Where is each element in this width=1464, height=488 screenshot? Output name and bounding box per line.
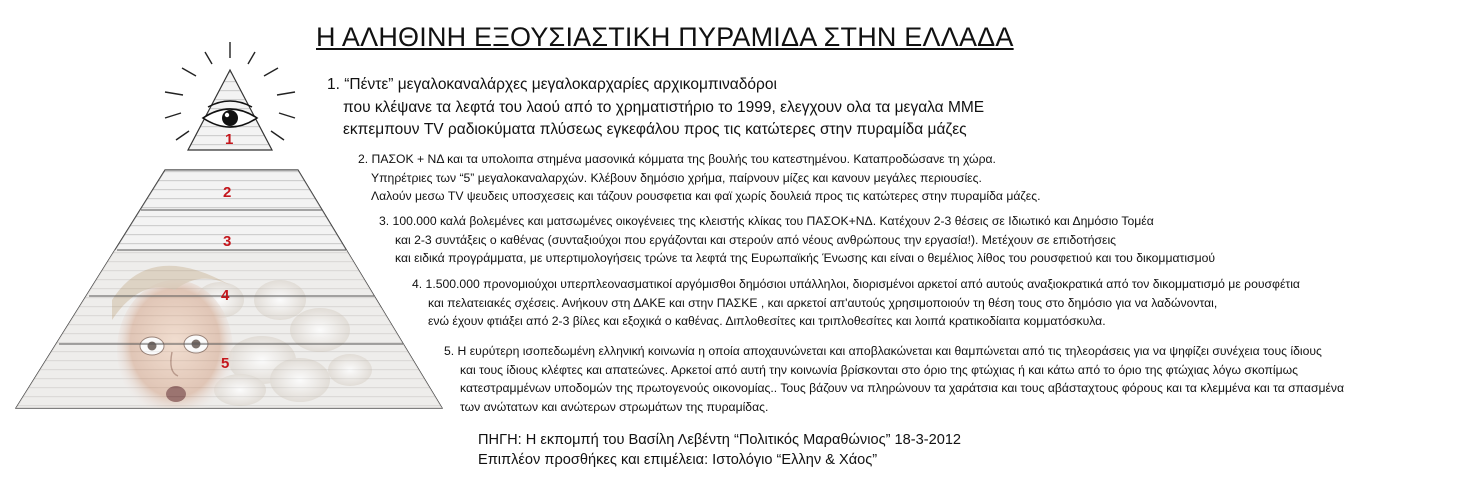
item-2 bbox=[358, 150, 1040, 206]
item-line: 3. 100.000 καλά βολεμένες και ματσωμένες οικογένειες της κλειστής κλίκας του ΠΑΣΟΚ+ΝΔ. Κατέχουν 2-3 θέσεις σε Ιδιωτικό και Δημόσιο Τομέα bbox=[379, 214, 1154, 228]
item-line: 2. ΠΑΣΟΚ + ΝΔ και τα υπολοιπα στημένα μασονικά κόμματα της βουλής του κατεστημένου. Καταπροδώσανε τη χώρα. bbox=[358, 152, 996, 166]
item-line: και πελατειακές σχέσεις. Ανήκουν στη ΔΑΚΕ και στην ΠΑΣΚΕ , και αρκετοί απ'αυτούς χρησιμοποιούν τη θέση τους στο δημόσιο για να λαδώνονται, bbox=[428, 295, 1218, 310]
item-4 bbox=[412, 275, 1300, 331]
level-number: 2 bbox=[223, 184, 232, 201]
page-title: Η ΑΛΗΘΙΝΗ ΕΞΟΥΣΙΑΣΤΙΚΗ ΠΥΡΑΜΙΔΑ ΣΤΗΝ ΕΛΛΑΔΑ bbox=[316, 22, 1014, 52]
level-number: 3 bbox=[223, 233, 232, 250]
item-line: 4. 1.500.000 προνομιούχοι υπερπλεονασματικοί αργόμισθοι δημόσιοι υπάλληλοι, διορισμένοι αρκετοί από αυτούς αναξιοκρατικά από τον δικομματισμό με ρουσφέτια bbox=[412, 277, 1300, 291]
item-line: 5. Η ευρύτερη ισοπεδωμένη ελληνική κοινωνία η οποία αποχαυνώνεται και αποβλακώνεται και θαμπώνεται από τις τηλεοράσεις για να ψηφίζει συνέχεια τους ίδιους bbox=[444, 344, 1322, 358]
level-number: 4 bbox=[221, 287, 230, 304]
source-line: ΠΗΓΗ: Η εκπομπή του Βασίλη Λεβέντη “Πολιτικός Μαραθώνιος” 18-3-2012 bbox=[478, 432, 962, 448]
pyramid-diagram bbox=[0, 0, 460, 420]
source-credit bbox=[478, 430, 961, 470]
item-line: και 2-3 συντάξεις ο καθένας (συνταξιούχοι που εργάζονται και στερούν από νέους ανθρώπους την εργασία!). Μετέχουν σε επιδοτήσεις bbox=[395, 232, 1117, 247]
item-5 bbox=[444, 342, 1344, 417]
item-line: και τους ίδιους κλέφτες και απατεώνες. Αρκετοί από αυτή την κοινωνία βρίσκονται στο όριο της φτώχιας ή και κάτω από το όριο της φτώχιας λόγω σκοπίμως bbox=[460, 362, 1299, 377]
level-number: 5 bbox=[221, 355, 230, 372]
level-number: 1 bbox=[225, 131, 234, 148]
item-line: ενώ έχουν φτιάξει από 2-3 βίλες και εξοχικά ο καθένας. Διπλοθεσίτες και τριπλοθεσίτες και λοιπά κρατικοδίαιτα κομματόσκυλα. bbox=[428, 314, 1106, 329]
item-line: και ειδικά προγράμματα, με υπερτιμολογήσεις τρώνε τα λεφτά της Ευρωπαϊκής Ένωσης και είναι ο θεμέλιος λίθος του ρουσφετιού και του δικομματισμού bbox=[395, 251, 1216, 266]
item-1 bbox=[327, 74, 984, 142]
item-line: των ανώτατων και ανώτερων στρωμάτων της πυραμίδας. bbox=[460, 400, 769, 415]
item-line: 1. “Πέντε” μεγαλοκαναλάρχες μεγαλοκαρχαρίες αρχικομπιναδόροι bbox=[327, 76, 777, 93]
item-3 bbox=[379, 212, 1215, 268]
item-line: Υπηρέτριες των “5” μεγαλοκαναλαρχών. Κλέβουν δημόσιο χρήμα, παίρνουν μίζες και κανουν μεγάλες περιουσίες. bbox=[371, 170, 982, 185]
item-line: που κλέψανε τα λεφτά του λαού από το χρηματιστήριο το 1999, ελεγχουν ολα τα μεγαλα ΜΜΕ bbox=[343, 98, 985, 116]
source-line: Επιπλέον προσθήκες και επιμέλεια: Ιστολόγιο “Ελλην & Χάος” bbox=[478, 452, 878, 468]
item-line: εκπεμπουν TV ραδιοκύματα πλύσεως εγκεφάλου προς τις κατώτερες στην πυραμίδα μάζες bbox=[343, 121, 967, 138]
item-line: κατεστραμμένων υποδομών της πρωτογενούς οικονομίας.. Τους βάζουν να πληρώνουν τα χαράτσια και τους αβάσταχτους φόρους και τα κλεμμένα και τα σπασμένα bbox=[460, 381, 1345, 396]
item-line: Λαλούν μεσω TV ψευδεις υποσχεσεις και τάζουν ρουσφετια και φαϊ χωρίς δουλειά προς τις κατώτερες στην πυραμίδα μάζες. bbox=[371, 189, 1041, 204]
